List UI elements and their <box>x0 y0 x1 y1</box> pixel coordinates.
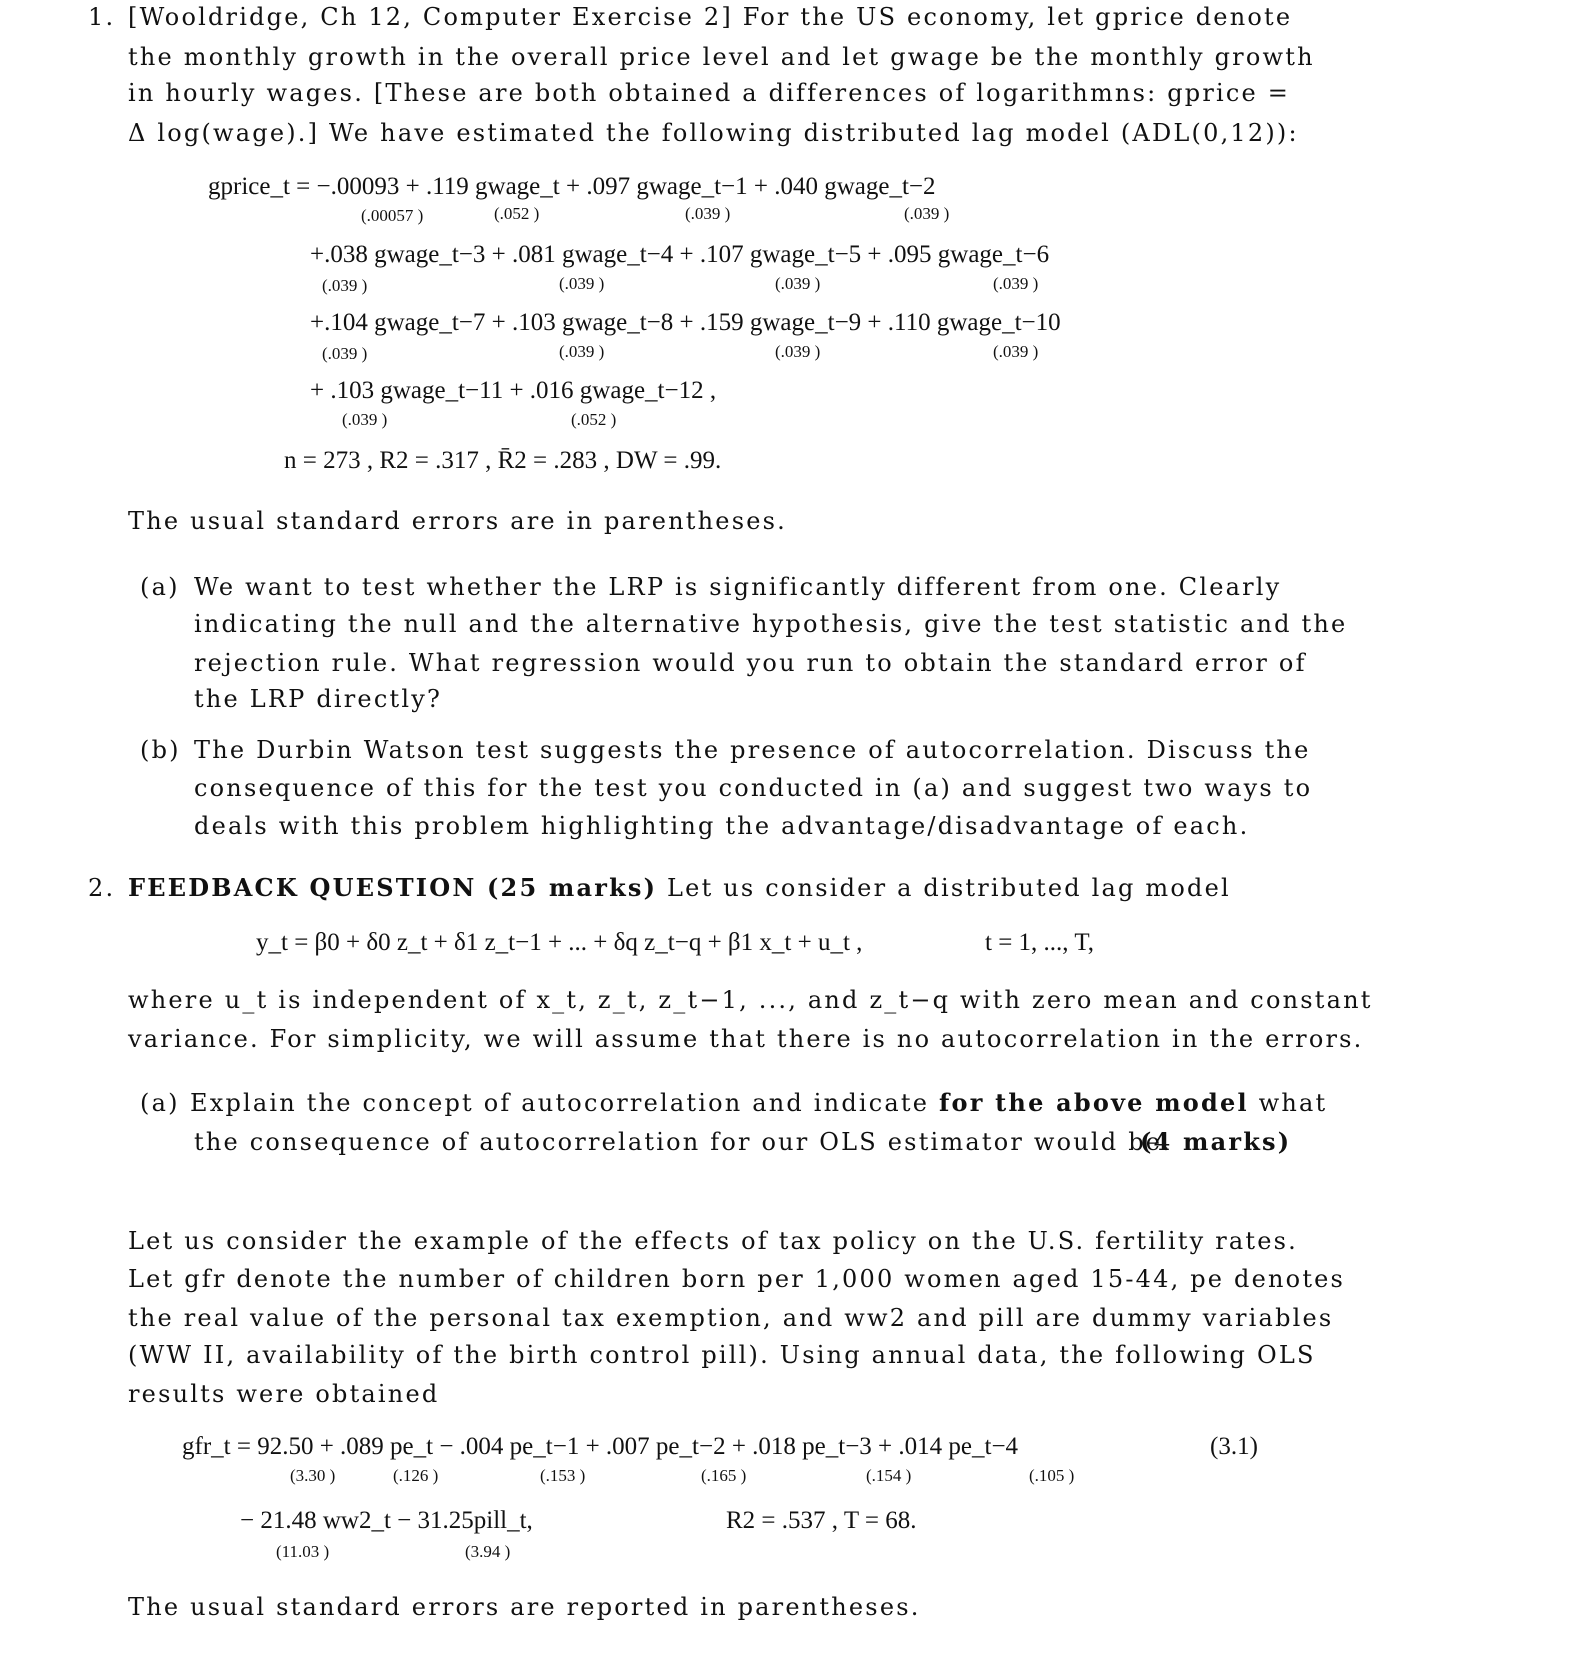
q2-part-a-line-1 <box>190 1088 1327 1118</box>
standard-error: (.039 ) <box>775 274 821 293</box>
standard-error: (.039 ) <box>993 342 1039 361</box>
q1-part-a-line-4: the LRP directly? <box>194 685 443 713</box>
standard-error: (.039 ) <box>904 204 950 223</box>
q1-part-b-label: (b) <box>140 736 181 764</box>
standard-error: (.039 ) <box>559 342 605 361</box>
q2-heading: FEEDBACK QUESTION (25 marks) <box>128 873 658 902</box>
standard-error: (.154 ) <box>866 1466 912 1485</box>
standard-error: (3.30 ) <box>290 1466 336 1485</box>
q2-paragraph-line-5: results were obtained <box>128 1380 440 1408</box>
q2-part-a-text-end: what <box>1258 1089 1328 1117</box>
q2-paragraph-line-3: the real value of the personal tax exemption, and ww2 and pill are dummy variables <box>128 1304 1334 1332</box>
q2-part-a-text: Explain the concept of autocorrelation and indicate <box>190 1089 930 1117</box>
q2-paragraph-line-2: Let gfr denote the number of children born per 1,000 women aged 15-44, pe denotes <box>128 1265 1346 1293</box>
q2-heading-line <box>128 873 1231 903</box>
q1-regression-stats: n = 273 , R2 = .317 , R̄2 = .283 , DW = .99. <box>284 447 722 474</box>
standard-error: (3.94 ) <box>465 1542 511 1561</box>
q1-part-a-line-2: indicating the null and the alternative hypothesis, give the test statistic and the <box>194 610 1348 638</box>
q1-note: The usual standard errors are in parentheses. <box>128 507 787 535</box>
q2-model-equation: y_t = β0 + δ0 z_t + δ1 z_t−1 + ... + δq z_t−q + β1 x_t + u_t , <box>256 929 863 956</box>
q1-part-a-line-1: We want to test whether the LRP is significantly different from one. Clearly <box>194 573 1282 601</box>
q2-paragraph-line-1: Let us consider the example of the effects of tax policy on the U.S. fertility rates. <box>128 1227 1299 1255</box>
q2-where-line-2: variance. For simplicity, we will assume that there is no autocorrelation in the errors. <box>128 1025 1364 1053</box>
q1-text-line-4: Δ log(wage).] We have estimated the following distributed lag model (ADL(0,12)): <box>128 119 1299 147</box>
q2-number: 2. <box>88 874 116 902</box>
q1-part-b-line-3: deals with this problem highlighting the advantage/disadvantage of each. <box>194 812 1250 840</box>
q1-part-a-label: (a) <box>140 573 180 601</box>
standard-error: (.039 ) <box>322 276 368 295</box>
standard-error: (.052 ) <box>571 410 617 429</box>
q1-part-a-line-3: rejection rule. What regression would you run to obtain the standard error of <box>194 649 1307 677</box>
q2-intro: Let us consider a distributed lag model <box>667 874 1231 902</box>
q2-part-a-label: (a) <box>140 1089 180 1117</box>
q2-equation-row-2: − 21.48 ww2_t − 31.25pill_t, <box>240 1507 533 1534</box>
q2-note: The usual standard errors are reported in parentheses. <box>128 1593 921 1621</box>
standard-error: (.00057 ) <box>361 206 424 225</box>
standard-error: (.039 ) <box>775 342 821 361</box>
standard-error: (.126 ) <box>393 1466 439 1485</box>
q2-model-range: t = 1, ..., T, <box>985 929 1095 956</box>
q1-equation-row-1: gprice_t = −.00093 + .119 gwage_t + .097 gwage_t−1 + .040 gwage_t−2 <box>208 173 936 200</box>
q2-part-a-emphasis: for the above model <box>939 1088 1249 1117</box>
q2-part-a-marks: (4 marks) <box>1140 1127 1292 1156</box>
standard-error: (.039 ) <box>322 344 368 363</box>
q1-equation-row-2: +.038 gwage_t−3 + .081 gwage_t−4 + .107 gwage_t−5 + .095 gwage_t−6 <box>310 241 1050 268</box>
q2-paragraph-line-4: (WW II, availability of the birth control pill). Using annual data, the following OLS <box>128 1341 1316 1369</box>
q2-part-a-line-2: the consequence of autocorrelation for our OLS estimator would be. <box>194 1128 1172 1156</box>
q1-text-line-1: [Wooldridge, Ch 12, Computer Exercise 2] For the US economy, let gprice denote <box>128 3 1293 31</box>
q1-number: 1. <box>88 3 116 31</box>
equation-number: (3.1) <box>1210 1433 1258 1460</box>
q2-where-line-1: where u_t is independent of x_t, z_t, z_t−1, ..., and z_t−q with zero mean and constant <box>128 986 1373 1014</box>
q1-equation-row-4: + .103 gwage_t−11 + .016 gwage_t−12 , <box>310 377 717 404</box>
q1-text-line-3: in hourly wages. [These are both obtained a differences of logarithmns: gprice = <box>128 79 1291 107</box>
standard-error: (.165 ) <box>701 1466 747 1485</box>
q1-text-line-2: the monthly growth in the overall price level and let gwage be the monthly growth <box>128 43 1315 71</box>
standard-error: (.039 ) <box>342 410 388 429</box>
standard-error: (.039 ) <box>993 274 1039 293</box>
standard-error: (.039 ) <box>559 274 605 293</box>
q1-equation-row-3: +.104 gwage_t−7 + .103 gwage_t−8 + .159 gwage_t−9 + .110 gwage_t−10 <box>310 309 1061 336</box>
q2-regression-stats: R2 = .537 , T = 68. <box>726 1507 917 1534</box>
q1-part-b-line-2: consequence of this for the test you conducted in (a) and suggest two ways to <box>194 774 1313 802</box>
q2-equation-row-1: gfr_t = 92.50 + .089 pe_t − .004 pe_t−1 + .007 pe_t−2 + .018 pe_t−3 + .014 pe_t−4 <box>182 1433 1019 1460</box>
standard-error: (.153 ) <box>540 1466 586 1485</box>
standard-error: (11.03 ) <box>276 1542 330 1561</box>
standard-error: (.105 ) <box>1029 1466 1075 1485</box>
standard-error: (.052 ) <box>494 204 540 223</box>
q1-part-b-line-1: The Durbin Watson test suggests the presence of autocorrelation. Discuss the <box>194 736 1311 764</box>
standard-error: (.039 ) <box>685 204 731 223</box>
